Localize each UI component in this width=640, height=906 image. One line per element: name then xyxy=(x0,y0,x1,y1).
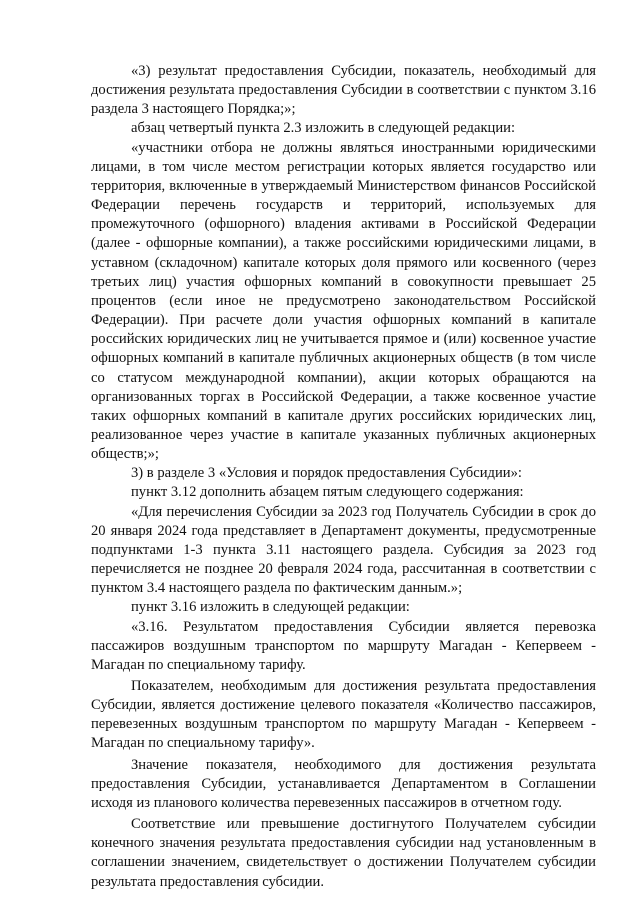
document-body xyxy=(91,62,596,892)
paragraph-result-achievement: Соответствие или превышение достигнутого Получателем субсидии конечного значения результата предоставления субсидии над установленным в соглашении значением, свидетельствует о достижении Получателем субсидии результата предоставления субсидии. xyxy=(91,816,596,890)
paragraph-indicator: Показателем, необходимым для достижения результата предоставления Субсидии, является достижение целевого показателя «Количество пассажиров, перевезенных воздушным транспортом по маршруту Магадан - Кепервеем - Магадан по специальному тарифу». xyxy=(91,678,596,752)
paragraph-offshore-participants: «участники отбора не должны являться иностранными юридическими лицами, в том числе местом регистрации которых является государство или территория, включенные в утверждаемый Министерством финансов Российской Федерации перечень государств и территорий, используемых для промежуточного (офшорного) владения активами в Российской Федерации (далее - офшорные компании), а также российскими юридическими лицами, в уставном (складочном) капитале которых доля прямого или косвенного (через третьих лиц) участия офшорных компаний в совокупности превышает 25 процентов (если иное не предусмотрено законодательством Российской Федерации). При расчете доли участия офшорных компаний в капитале российских юридических лиц не учитывается прямое и (или) косвенное участие офшорных компаний в капитале публичных акционерных обществ (в том числе со статусом международной компании), акции которых обращаются на организованных торгах в Российской Федерации, а также косвенное участие таких офшорных компаний в капитале других российских юридических лиц, реализованное через участие в капитале указанных публичных акционерных обществ;»; xyxy=(91,139,596,463)
paragraph-amend-2-3-intro: абзац четвертый пункта 2.3 изложить в следующей редакции: xyxy=(131,120,516,137)
paragraph-amend-3-16-intro: пункт 3.16 изложить в следующей редакции: xyxy=(131,599,410,616)
paragraph-amend-3-12-intro: пункт 3.12 дополнить абзацем пятым следующего содержания: xyxy=(131,484,524,501)
paragraph-3-16-result: «3.16. Результатом предоставления Субсидии является перевозка пассажиров воздушным транспортом по маршруту Магадан - Кепервеем - Магадан по специальному тарифу. xyxy=(91,618,596,673)
paragraph-section-3-heading: 3) в разделе 3 «Условия и порядок предоставления Субсидии»: xyxy=(131,465,522,482)
paragraph-item-3-result: «3) результат предоставления Субсидии, показатель, необходимый для достижения результата предоставления Субсидии в соответствии с пунктом 3.16 раздела 3 настоящего Порядка;»; xyxy=(91,63,596,118)
paragraph-indicator-value: Значение показателя, необходимого для достижения результата предоставления Субсидии, устанавливается Департаментом в Соглашении исходя из планового количества перевезенных пассажиров в отчетном году. xyxy=(91,756,596,811)
paragraph-subsidy-2023-transfer: «Для перечисления Субсидии за 2023 год Получатель Субсидии в срок до 20 января 2024 года представляет в Департамент документы, предусмотренные подпунктами 1-3 пункта 3.11 настоящего раздела. Субсидия за 2023 год перечисляется не позднее 20 февраля 2024 года, рассчитанная в соответствии с пунктом 3.4 настоящего раздела по фактическим данным.»; xyxy=(91,503,596,597)
